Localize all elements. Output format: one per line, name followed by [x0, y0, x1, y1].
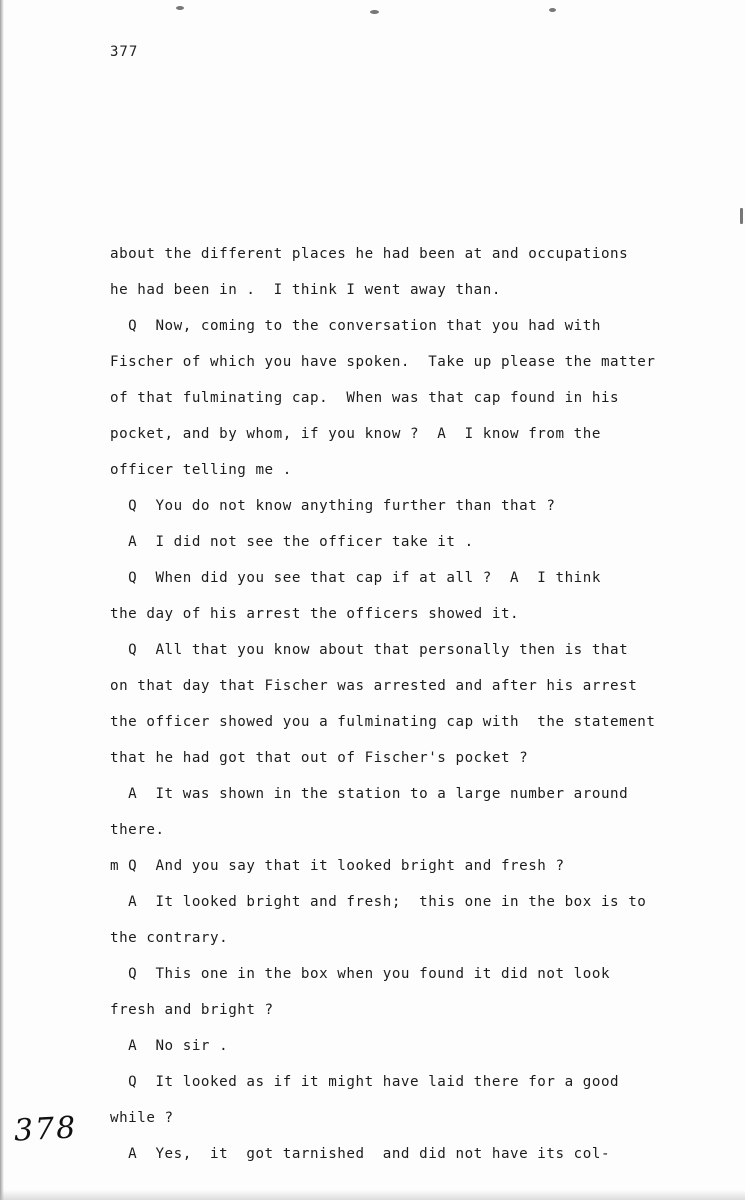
page-number: 377: [110, 44, 139, 60]
transcript-line: Q When did you see that cap if at all ? A I think: [110, 570, 601, 586]
transcript-line: fresh and bright ?: [110, 1002, 274, 1018]
transcript-line: A It was shown in the station to a large number around: [110, 786, 629, 802]
transcript-line: A Yes, it got tarnished and did not have its col-: [110, 1146, 611, 1162]
transcript-line: of that fulminating cap. When was that cap found in his: [110, 390, 620, 406]
transcript-line: Q This one in the box when you found it did not look: [110, 966, 611, 982]
transcript-line: officer telling me .: [110, 462, 292, 478]
transcript-line: while ?: [110, 1110, 174, 1126]
transcript-line: Q All that you know about that personally then is that: [110, 642, 629, 658]
transcript-line: the contrary.: [110, 930, 229, 946]
handwritten-page-number: 378: [13, 1110, 79, 1149]
transcript-line: Q You do not know anything further than that ?: [110, 498, 556, 514]
transcript-line: about the different places he had been at and occupations: [110, 246, 629, 262]
transcript-line: there.: [110, 822, 165, 838]
transcript-line: the day of his arrest the officers showed it.: [110, 606, 520, 622]
scan-bottom-edge: [0, 1190, 745, 1200]
transcript-line: Fischer of which you have spoken. Take up please the matter: [110, 354, 656, 370]
transcript-line: Q It looked as if it might have laid there for a good: [110, 1074, 620, 1090]
transcript-line: he had been in . I think I went away than.: [110, 282, 501, 298]
transcript-line: m Q And you say that it looked bright and fresh ?: [110, 858, 565, 874]
scan-speck: [176, 6, 184, 10]
transcript-line: the officer showed you a fulminating cap with the statement: [110, 714, 656, 730]
transcript-line: A It looked bright and fresh; this one in the box is to: [110, 894, 647, 910]
scan-speck: [740, 208, 743, 224]
transcript-line: A I did not see the officer take it .: [110, 534, 474, 550]
transcript-line: Q Now, coming to the conversation that you had with: [110, 318, 601, 334]
transcript-line: on that day that Fischer was arrested and after his arrest: [110, 678, 638, 694]
transcript-line: A No sir .: [110, 1038, 229, 1054]
transcript-line: that he had got that out of Fischer's pocket ?: [110, 750, 529, 766]
scan-speck: [549, 8, 556, 12]
scan-left-edge: [0, 0, 4, 1200]
scan-speck: [370, 10, 379, 14]
transcript-line: pocket, and by whom, if you know ? A I know from the: [110, 426, 601, 442]
